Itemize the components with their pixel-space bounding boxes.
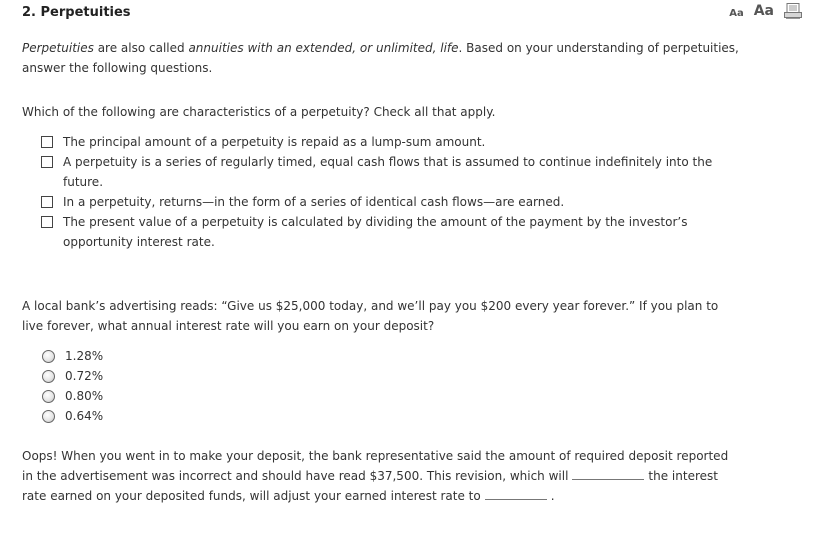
toolbar bbox=[729, 3, 802, 19]
question2-option-1[interactable] bbox=[41, 346, 103, 366]
question1-option-3[interactable] bbox=[41, 192, 741, 212]
question2-option-4[interactable] bbox=[41, 406, 103, 426]
radio-button[interactable] bbox=[42, 410, 55, 423]
question3-text-3: . bbox=[550, 489, 555, 503]
intro-term-annuities: annuities with an extended, or unlimited, life bbox=[188, 41, 459, 55]
intro-text-1: are also called bbox=[93, 41, 189, 55]
checkbox[interactable] bbox=[41, 196, 53, 208]
question1-option-1[interactable] bbox=[41, 132, 741, 152]
checkbox[interactable] bbox=[41, 156, 53, 168]
option-label: The present value of a perpetuity is calculated by dividing the amount of the payment by the investor’s opportunity interest rate. bbox=[63, 215, 688, 249]
question-title: 2. Perpetuities bbox=[22, 5, 131, 20]
option-label: A perpetuity is a series of regularly timed, equal cash flows that is assumed to continue indefinitely into the future. bbox=[63, 155, 713, 189]
question3-paragraph bbox=[22, 446, 742, 506]
increase-font-button[interactable]: Aa bbox=[753, 3, 774, 19]
question3-text-2: the interest rate earned on your deposited funds, will adjust your earned interest rate to bbox=[22, 469, 718, 503]
question1-prompt: Which of the following are characteristics of a perpetuity? Check all that apply. bbox=[22, 105, 496, 119]
intro-paragraph bbox=[22, 38, 742, 78]
option-label: In a perpetuity, returns—in the form of a series of identical cash flows—are earned. bbox=[63, 195, 565, 209]
new-interest-rate-dropdown[interactable] bbox=[485, 487, 547, 500]
option-label: 1.28% bbox=[65, 349, 104, 363]
decrease-font-button[interactable]: Aa bbox=[729, 8, 744, 19]
question-header bbox=[22, 5, 802, 25]
intro-term-perpetuities: Perpetuities bbox=[22, 41, 94, 55]
checkbox[interactable] bbox=[41, 136, 53, 148]
option-label: 0.72% bbox=[65, 369, 104, 383]
interest-effect-dropdown[interactable] bbox=[572, 467, 644, 480]
radio-button[interactable] bbox=[42, 350, 55, 363]
radio-button[interactable] bbox=[42, 390, 55, 403]
radio-button[interactable] bbox=[42, 370, 55, 383]
question2-option-3[interactable] bbox=[41, 386, 103, 406]
question2-prompt: A local bank’s advertising reads: “Give us $25,000 today, and we’ll pay you $200 every year forever.” If you plan to live forever, what annual interest rate will you earn on your deposit? bbox=[22, 299, 719, 333]
question2-option-2[interactable] bbox=[41, 366, 103, 386]
question3-text-1: Oops! When you went in to make your deposit, the bank representative said the amount of required deposit reported in the advertisement was incorrect and should have read $37,500. This revision, which will bbox=[22, 449, 729, 483]
question1-option-2[interactable] bbox=[41, 152, 741, 192]
print-icon[interactable] bbox=[784, 3, 802, 19]
question1-option-4[interactable] bbox=[41, 212, 741, 252]
option-label: 0.80% bbox=[65, 389, 104, 403]
checkbox[interactable] bbox=[41, 216, 53, 228]
option-label: The principal amount of a perpetuity is repaid as a lump-sum amount. bbox=[63, 135, 486, 149]
option-label: 0.64% bbox=[65, 409, 104, 423]
intro-text-2: . Based on your understanding of perpetuities, answer the following questions. bbox=[22, 41, 739, 75]
